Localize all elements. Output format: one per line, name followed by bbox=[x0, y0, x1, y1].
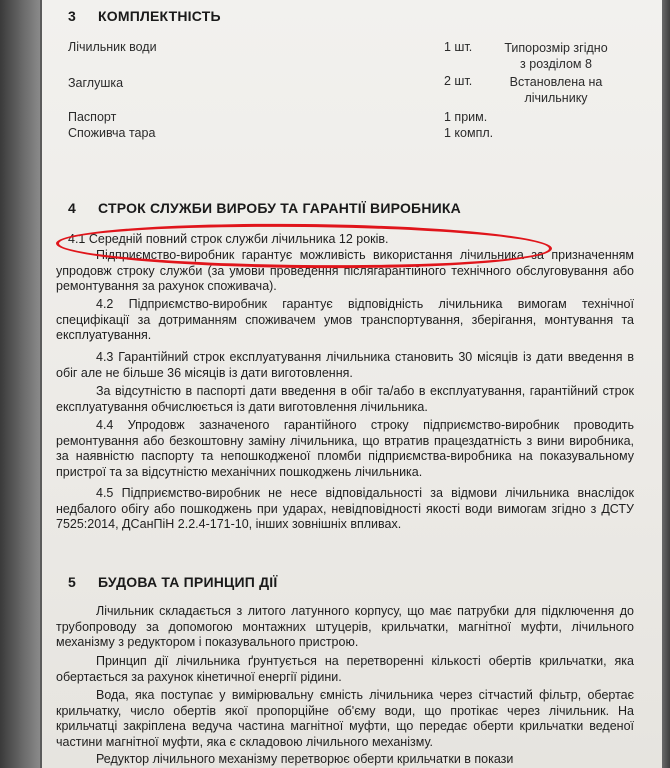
paragraph-4-2: 4.2 Підприємство-виробник гарантує відповідність лічильника вимогам технічної специфікації за дотриманням споживачем умов транспортування, зберігання, монтування та експлуатування. bbox=[56, 297, 634, 342]
paragraph-5-2: Принцип дії лічильника ґрунтується на перетворенні кількості обертів крильчатки, яка обертається за рахунок кінетичної енергії рідини. bbox=[56, 654, 634, 684]
paragraph-5-3: Вода, яка поступає у вимірювальну ємність лічильника через сітчастий фільтр, обертає крильчатку, число обертів якої пропорційне об'єму води, що протікає через лічильник. На крильчатці закріплена ведуча частина магнітної муфти, що передає оберти крильчатки веденої частини магнітної муфти, яка є складовою лічильного механізму. bbox=[56, 688, 634, 749]
paragraph-4-5: 4.5 Підприємство-виробник не несе відповідальності за відмови лічильника внаслідок недбалого обігу або пошкоджень при ударах, невідповідності якості води вимогам згідно з ДСТУ 7525:2014, ДСанПіН 2.2.4-171-10, інших зовнішніх впливах. bbox=[56, 486, 634, 531]
kit-item-qty: 1 компл. bbox=[444, 126, 494, 140]
scan-right-shadow bbox=[662, 0, 670, 768]
paragraph-4-3: 4.3 Гарантійний строк експлуатування лічильника становить 30 місяців із дати введення в обіг але не більше 36 місяців із дати виготовлення. bbox=[56, 350, 634, 380]
paragraph-5-4: Редуктор лічильного механізму перетворює оберти крильчатки в покази bbox=[96, 752, 514, 766]
kit-item-note: Встановлена на bbox=[509, 75, 603, 89]
kit-item-qty: 1 прим. bbox=[444, 110, 488, 124]
kit-row-package bbox=[42, 126, 662, 142]
paragraph-4-3-b: За відсутністю в паспорті дати введення в обіг та/або в експлуатування, гарантійний строк експлуатування обчислюється із дати виготовлення лічильника. bbox=[56, 384, 634, 414]
scan-left-shadow bbox=[0, 0, 40, 768]
paragraph-4-1-b: Підприємство-виробник гарантує можливість використання лічильника за призначенням упродовж строку служби (за умови проведення післягарантійного технічного обслуговування або ремонтування за рахунок споживача). bbox=[56, 248, 634, 293]
paragraph-4-1: 4.1 Середній повний строк служби лічильника 12 років. bbox=[68, 232, 389, 246]
kit-item-name: Паспорт bbox=[68, 110, 117, 124]
section-4-heading: 4 СТРОК СЛУЖБИ ВИРОБУ ТА ГАРАНТІЇ ВИРОБНИКА bbox=[68, 200, 461, 216]
kit-item-note-2: лічильнику bbox=[524, 91, 588, 105]
paragraph-4-4: 4.4 Упродовж зазначеного гарантійного строку підприємство-виробник проводить ремонтування або безкоштовну заміну лічильника, що втратив працездатність з вини виробника, за наявністю паспорту та непошкодженої пломби підприємства-виробника на показувальному пристрої та за відсутністю механічних пошкоджень лічильника. bbox=[56, 418, 634, 479]
section-3-heading: 3 КОМПЛЕКТНІСТЬ bbox=[68, 8, 221, 24]
paragraph-5-1: Лічильник складається з литого латунного корпусу, що має патрубки для підключення до трубопроводу за допомогою монтажних штуцерів, крильчатки, магнітної муфти, лічильного механізму з редуктором і показувального пристрою. bbox=[56, 604, 634, 649]
kit-item-name: Заглушка bbox=[68, 76, 124, 90]
kit-item-name: Лічильник води bbox=[68, 40, 157, 54]
kit-item-note: Типорозмір згідно bbox=[504, 41, 608, 55]
kit-row-plug bbox=[42, 74, 662, 108]
section-5-heading: 5 БУДОВА ТА ПРИНЦИП ДІЇ bbox=[68, 574, 278, 590]
kit-item-qty: 1 шт. bbox=[444, 40, 473, 54]
kit-item-name: Споживча тара bbox=[68, 126, 156, 140]
kit-row-passport bbox=[42, 110, 662, 126]
kit-item-note-2: з розділом 8 bbox=[520, 57, 592, 71]
kit-row-meter bbox=[42, 40, 662, 74]
kit-item-qty: 2 шт. bbox=[444, 74, 473, 88]
document-page bbox=[42, 0, 662, 768]
